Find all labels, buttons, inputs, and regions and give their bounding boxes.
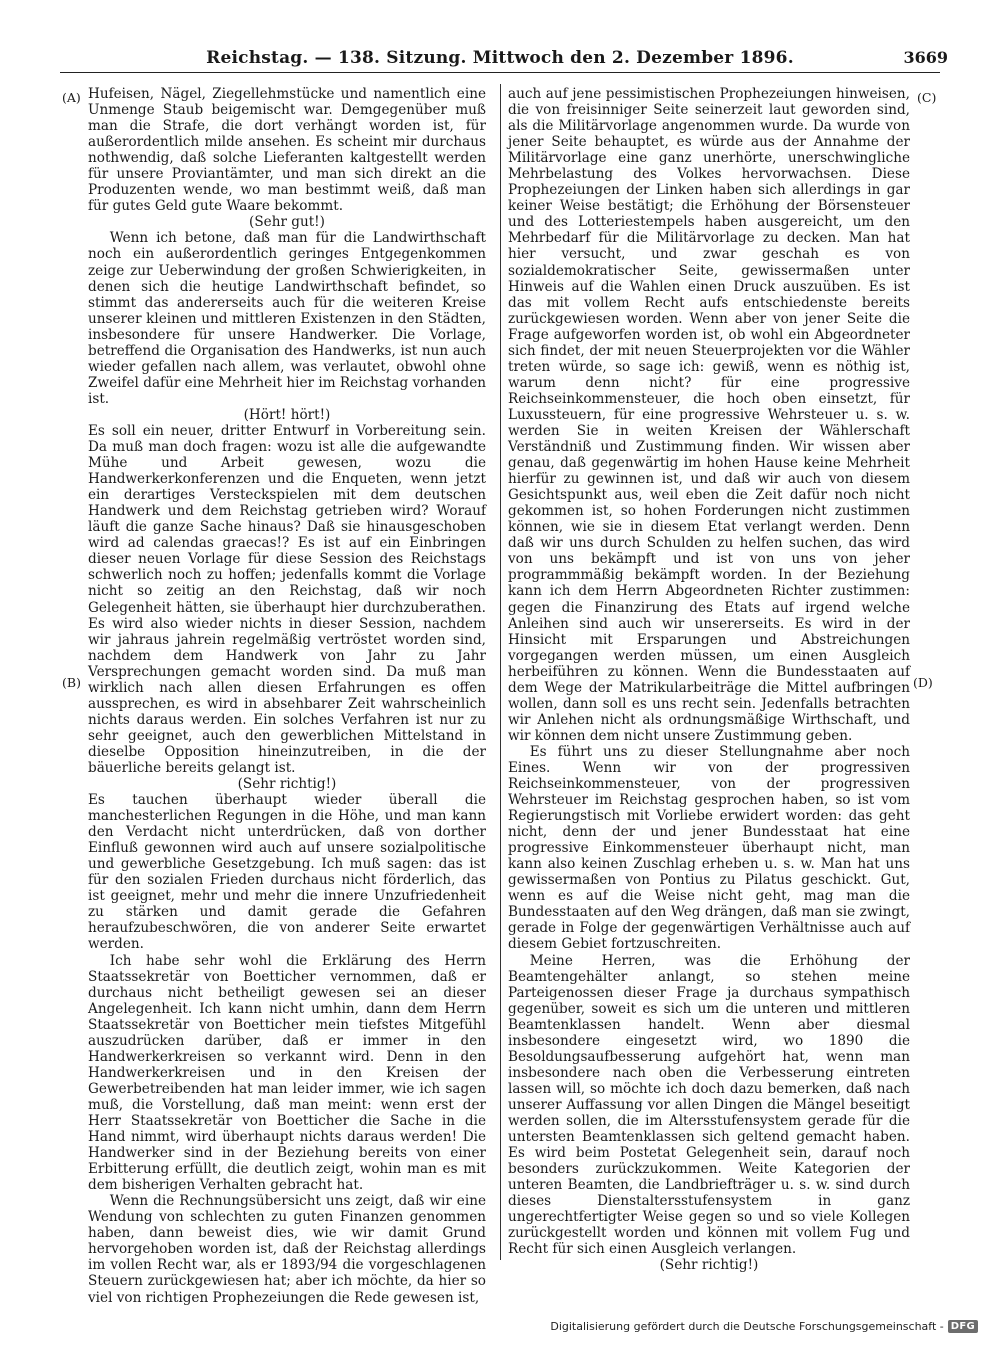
margin-marker-d: (D) <box>913 675 933 690</box>
reaction-text: (Sehr gut!) <box>249 214 325 231</box>
reaction-text: (Hört! hört!) <box>243 406 331 423</box>
reaction-text: (Sehr richtig!) <box>659 1257 759 1274</box>
page-title: Reichstag. — 138. Sitzung. Mittwoch den 2. Dezember 1896. <box>206 48 794 68</box>
left-column <box>88 86 486 1306</box>
paragraph: Ich habe sehr wohl die Erklärung des Herrn Staatssekretär von Boetticher vernommen, daß er durchaus nicht betheiligt gewesen sei an dieser Angelegenheit. Ich kann nicht umhin, dann dem Herrn Staatssekretär von Boetticher mein tiefstes Mitgefühl auszudrücken darüber, daß er immer in den Handwerkerkreisen so verkannt wird. Denn in den Handwerkerkreisen und in den Kreisen der Gewerbetreibenden hat man leider immer, wie ich sagen muß, die Vorstellung, daß man meint: wenn erst der Herr Staatssekretär von Boetticher die Sache in die Hand nimmt, wird überhaupt nichts daraus werden! Die Handwerker sind in der Beziehung bereits von einer Erbitterung erfüllt, die deutlich zeigt, wohin man es mit dem bisherigen Verhalten gebracht hat. <box>88 952 486 1194</box>
margin-marker-c: (C) <box>917 90 937 105</box>
right-column <box>508 86 910 1274</box>
header-rule <box>60 72 940 73</box>
paragraph: Wenn die Rechnungsübersicht uns zeigt, daß wir eine Wendung von schlechten zu guten Finanzen genommen haben, dann beweist dies, wie wir damit Grund hervorgehoben worden ist, daß der Reichstag allerdings im vollen Recht war, als er 1893/94 die vorgeschlagenen Steuern zurückgewiesen hat; aber ich möchte, da hier so viel von richtigen Prophezeiungen die Rede gewesen ist, <box>88 1193 486 1306</box>
paragraph: auch auf jene pessimistischen Prophezeiungen hinweisen, die von freisinniger Seite seinerzeit laut geworden sind, als die Militärvorlage angenommen wurde. Da wurde von jener Seite behauptet, es würde aus der Annahme der Militärvorlage eine ganz unerhörte, unerschwingliche Mehrbelastung des Volkes hervorwachsen. Diese Prophezeiungen der Linken haben sich allerdings in gar keiner Weise bestätigt; die Erhöhung der Börsensteuer und des Lotteriestempels haben ausgereicht, um den Mehrbedarf für die Militärvorlage zu decken. Man hat hier versucht, und zwar geschah es von sozialdemokratischer Seite, gewissermaßen unter Hinweis auf die Wahlen einen Druck auszuüben. Es ist das mit vollem Recht aufs entschiedenste bereits zurückgewiesen worden. Wenn aber von jener Seite die Frage aufgeworfen worden ist, ob wohl ein Abgeordneter sich findet, der mit neuen Steuerprojekten vor die Wähler treten würde, so sage ich: gewiß, wenn es nöthig ist, warum denn nicht? für eine progressive Reichseinkommensteuer, die hoch oben einsetzt, für Luxussteuern, für eine progressive Wehrsteuer u. s. w. werden Sie in weiten Kreisen der Wählerschaft Verständniß und Zustimmung finden. Wir wissen aber genau, daß gegenwärtig im hohen Hause keine Mehrheit hierfür zu gewinnen ist, und daß wir auch von diesem Gesichtspunkt aus, weil eben die Zeit dafür noch nicht gekommen ist, so hohen Forderungen nicht zustimmen können, wie sie in diesem Etat verlangt werden. Denn daß wir uns durch Schulden zu helfen suchen, das wird von uns bekämpft und ist von uns von jeher programmmäßig bekämpft worden. In der Beziehung kann ich dem Herrn Abgeordneten Richter zustimmen: gegen die Finanzirung des Etats auf irgend welche Anleihen sind auch wir unsererseits. Es wird in der Hinsicht mit Ersparungen und Abstreichungen vorgegangen werden müssen, um einen Ausgleich herbeiführen zu können. Wenn die Bundesstaaten auf dem Wege der Matrikularbeiträge die Mittel aufbringen wollen, dann soll es uns recht sein. Jedenfalls betrachten wir Anlehen nicht als ordnungsmäßige Wirthschaft, und wir können dem nicht unsere Zustimmung geben. <box>508 86 910 744</box>
footer-credit <box>550 1317 978 1335</box>
page-number: 3669 <box>903 48 948 67</box>
margin-marker-b: (B) <box>62 675 81 690</box>
footer-text: Digitalisierung gefördert durch die Deutsche Forschungsgemeinschaft - <box>550 1319 944 1333</box>
paragraph: Es führt uns zu dieser Stellungnahme aber noch Eines. Wenn wir von der progressiven Reichseinkommensteuer, von der progressiven Wehrsteuer im Reichstag gesprochen haben, so ist vom Regierungstisch mit Vorliebe erwidert worden: das geht nicht, denn der und jener Bundesstaat hat eine progressive Einkommensteuer überhaupt nicht, man kann also keinen Zuschlag erheben u. s. w. Man hat uns gewissermaßen von Pontius zu Pilatus geschickt. Gut, wenn es auf die Weise nicht geht, mag man die Bundesstaaten auf den Weg drängen, daß man sie zwingt, gerade in Folge der gegenwärtigen Verhältnisse auch auf diesem Gebiet fortzuschreiten. <box>508 743 910 953</box>
paragraph: Es tauchen überhaupt wieder überall die manchesterlichen Regungen in die Höhe, und man kann den Verdacht nicht unterdrücken, daß von dorther Einfluß gewonnen wird auch auf unsere sozialpolitische und gewerbliche Gesetzgebung. Ich muß sagen: das ist für den sozialen Frieden durchaus nicht förderlich, das ist geeignet, mehr und mehr die innere Unzufriedenheit zu stärken und damit gerade die Gefahren heraufzubeschwören, die von anderer Seite erwartet werden. <box>88 792 486 953</box>
page-header <box>60 44 948 74</box>
column-divider <box>500 84 501 1260</box>
paragraph: Es soll ein neuer, dritter Entwurf in Vorbereitung sein. Da muß man doch fragen: wozu ist alle die aufgewandte Mühe und Arbeit gewesen, wozu die Handwerkerkonferenzen und die Enqueten, wenn jetzt ein derartiges Versteckspielen mit dem deutschen Handwerk und dem Reichstag getrieben wird? Worauf läuft die ganze Sache hinaus? Daß sie hinausgeschoben wird ad calendas graecas!? Es ist auf ein Einbringen dieser neuen Vorlage für diese Session des Reichstags schwerlich noch zu hoffen; jedenfalls kommt die Vorlage nicht so zeitig an den Reichstag, daß wir noch Gelegenheit hätten, sie überhaupt hier durchzuberathen. Es wird also wieder nichts in dieser Session, nachdem wir jahraus jahrein regelmäßig vertröstet worden sind, nachdem dem Handwerk von Jahr zu Jahr Versprechungen gemacht worden sind. Da muß man wirklich nach allen diesen Erfahrungen es offen aussprechen, es wird in absehbarer Zeit wahrscheinlich nichts daraus werden. Ein solches Verfahren ist nur zu sehr geeignet, auch den gewerblichen Mittelstand in dieselbe Opposition hineinzutreiben, in die der bäuerliche bereits gelangt ist. <box>88 422 486 776</box>
paragraph: Hufeisen, Nägel, Ziegellehmstücke und namentlich eine Unmenge Staub beigemischt war. Demgegenüber muß man die Strafe, die dort verhängt worden ist, für außerordentlich milde ansehen. Es scheint mir durchaus nothwendig, daß solche Lieferanten kaltgestellt werden für unsere Proviantämter, und man sich direkt an die Produzenten wende, wo man bestimmt weiß, daß man für gutes Geld gute Waare bekommt. <box>88 86 486 215</box>
paragraph: Meine Herren, was die Erhöhung der Beamtengehälter anlangt, so stehen meine Parteigenossen dieser Frage ja durchaus sympathisch gegenüber, soweit es sich um die unteren und mittleren Beamtenklassen handelt. Wenn aber diesmal insbesondere eingesetzt wird, wo 1890 die Besoldungsaufbesserung aufgehört hat, wenn man insbesondere nach oben die Verbesserung eintreten lassen will, so möchte ich doch dazu bemerken, daß nach unserer Auffassung vor allen Dingen die Mängel beseitigt werden sollen, die im Altersstufensystem gerade für die untersten Beamtenklassen sich geltend gemacht haben. Es wird beim Postetat Gelegenheit sein, darauf noch besonders zurückzukommen. Weite Kategorien der unteren Beamten, die Landbriefträger u. s. w. sind durch dieses Dienstaltersstufensystem in ganz ungerechtfertigter Weise gegen so und so viele Kollegen zurückgestellt worden und können mit vollem Fug und Recht für sich einen Ausgleich verlangen. <box>508 952 910 1258</box>
paragraph: Wenn ich betone, daß man für die Landwirthschaft noch ein außerordentlich geringes Entgegenkommen zeige zur Ueberwindung der großen Schwierigkeiten, in denen sich die heutige Landwirthschaft befindet, so stimmt das andererseits auch für die weiteren Kreise unserer kleinen und mittleren Existenzen in den Städten, insbesondere für unsere Handwerker. Die Vorlage, betreffend die Organisation des Handwerks, ist nun auch wieder gefallen nach allem, was verlautet, obwohl ohne Zweifel dafür eine Mehrheit hier im Reichstag vorhanden ist. <box>88 230 486 407</box>
dfg-logo: DFG <box>948 1320 978 1333</box>
margin-marker-a: (A) <box>62 90 81 105</box>
reaction-text: (Sehr richtig!) <box>237 776 337 793</box>
